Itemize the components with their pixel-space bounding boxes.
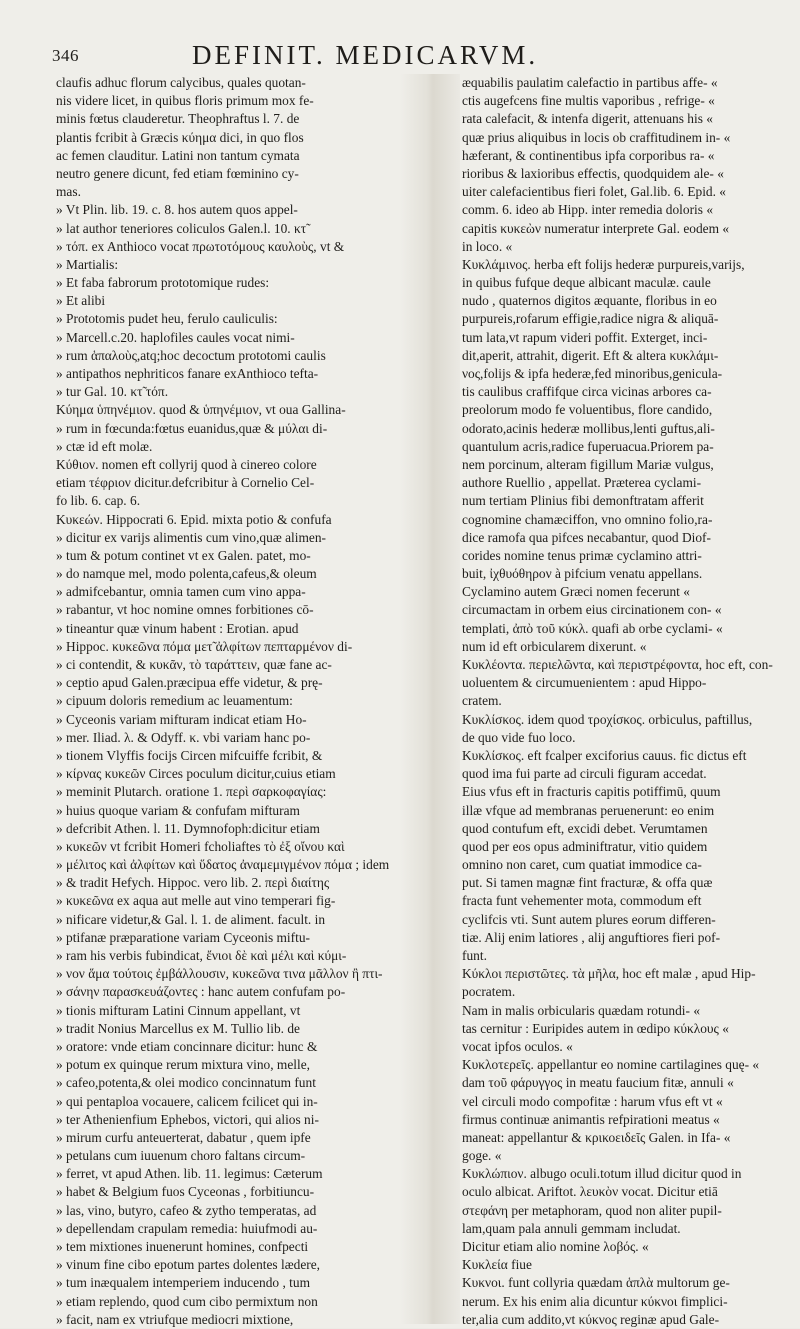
text-line: Κυκεών. Hippocrati 6. Epid. mixta potio & confufa — [56, 511, 332, 527]
text-line: Κυκλώπιον. albugo oculi.totum illud dicitur quod in — [462, 1166, 742, 1182]
text-line: » ceptio apud Galen.præcipua effe videtur, & prę- — [56, 675, 323, 691]
text-line: nerum. Ex his enim alia dicuntur κύκνοι fimplici- — [462, 1293, 728, 1309]
text-line: uoluentem & circumuenientem : apud Hippo- — [462, 675, 707, 691]
text-line: » κυκεῶν vt fcribit Homeri fcholiaftes τὸ ἐξ οἴνου καὶ — [56, 838, 345, 854]
text-line: » qui pentaploa vocauere, calicem fcilicet qui in- — [56, 1093, 318, 1109]
text-line: num id eft orbicularem dixerunt. « — [462, 638, 647, 654]
text-line: templati, ἀπὸ τοῦ κύκλ. quafi ab orbe cyclami- « — [462, 620, 723, 636]
text-line: hæferant, & continentibus ipfa corporibus ra- « — [462, 147, 715, 163]
text-line: funt. — [462, 948, 487, 963]
text-line: goge. « — [462, 1148, 502, 1164]
text-line: Eius vfus eft in fracturis capitis potiffimū, quum — [462, 784, 721, 800]
running-head: DEFINIT. MEDICARVM. — [192, 40, 539, 70]
text-line: » admifcebantur, omnia tamen cum vino appa- — [56, 584, 306, 600]
text-line: » σάνην παρασκευάζοντες : hanc autem confufam po- — [56, 984, 346, 1000]
text-line: quæ prius aliquibus in locis ob craffitudinem in- « — [462, 129, 731, 145]
text-line: » tineantur quæ vinum habent : Erotian. apud — [56, 620, 299, 636]
text-line: Nam in malis orbicularis quædam rotundi- « — [462, 1002, 701, 1018]
text-line: » κυκεῶνα ex aqua aut melle aut vino temperari fig- — [56, 893, 336, 909]
text-line: » petulans cum iuuenum choro faltans circum- — [56, 1148, 306, 1164]
text-line: Κυκλάμινος. herba eft folijs hederæ purpureis,varijs, — [462, 256, 745, 272]
text-line: » Vt Plin. lib. 19. c. 8. hos autem quos appel- — [56, 202, 298, 218]
text-line: quantulum acris,radice fuperuacua.Priorem pa- — [462, 438, 714, 454]
text-line: tum lata,vt rapum videri poffit. Exterget, inci- — [462, 329, 708, 345]
text-line: » depellendam crapulam remedia: huiufmodi au- — [56, 1220, 318, 1236]
text-line: » Marcell.c.20. haplofiles caules vocat nimi- — [56, 329, 295, 345]
text-line: put. Si tamen magnæ fint fracturæ, & offa quæ — [462, 875, 713, 891]
text-line: illæ vfque ad membranas peruenerunt: eo enim — [462, 802, 715, 818]
text-line: » etiam replendo, quod cum cibo permixtum non — [56, 1293, 318, 1309]
text-line: » tionem Vlyffis focijs Circen mifcuiffe fcribit, & — [56, 747, 323, 763]
text-line: » do namque mel, modo polenta,cafeus,& oleum — [56, 566, 317, 582]
text-line: Cyclamino autem Græci nomen fecerunt « — [462, 584, 690, 600]
text-line: dice ramofa qua pifces necabantur, quod Diof- — [462, 529, 711, 545]
text-line: Κυκλέοντα. περιελῶντα, καὶ περιστρέφοντα, hoc eft, con- — [462, 657, 773, 672]
text-line: » dicitur ex varijs alimentis cum vino,quæ alimen- — [56, 529, 326, 545]
text-line: » cafeo,potenta,& olei modico concinnatum funt — [56, 1075, 316, 1091]
text-line: cratem. — [462, 693, 502, 709]
text-line: Dicitur etiam alio nomine λοβός. « — [462, 1239, 649, 1254]
text-line: nudo , quaternos digitos æquante, floribus in eo — [462, 293, 717, 309]
text-line: » ter Athenienfium Ephebos, victori, qui alios ni- — [56, 1111, 319, 1127]
text-line: » rum ἁπαλοὺς,atq;hoc decoctum prototomi caulis — [56, 347, 326, 363]
text-line: pocratem. — [462, 984, 516, 1000]
text-line: tis caulibus craffifque circa vicinas arbores ca- — [462, 384, 712, 400]
text-line: nis videre licet, in quibus floris primum mox fe- — [56, 93, 314, 109]
text-line: » Et faba fabrorum prototomique rudes: — [56, 275, 270, 291]
text-line: Κυκλεία fiue — [462, 1257, 532, 1273]
text-line: » νον ἅμα τούτοις ἐμβάλλουσιν, κυκεῶνα τινα μᾶλλον ἢ πτι- — [56, 966, 383, 982]
text-line: capitis κυκεὼν numeratur interprete Gal. eodem « — [462, 220, 730, 236]
text-line: vel circuli modo compofitæ : harum vfus eft vt « — [462, 1093, 723, 1109]
text-line: in quibus fufque deque albicant maculæ. caule — [462, 275, 711, 291]
text-line: » tum & potum continet vt ex Galen. patet, mo- — [56, 547, 311, 563]
text-line: vocat ipfos oculos. « — [462, 1038, 573, 1054]
text-line: odorato,acinis hederæ mollibus,lenti guftus,ali- — [462, 420, 715, 436]
text-line: » Hippoc. κυκεῶνα πόμα μετ̃ ἀλφίτων πεπταρμένον di- — [56, 638, 353, 654]
text-line: » Et alibi — [56, 293, 106, 309]
text-line: etiam τέφριον dicitur.defcribitur à Cornelio Cel- — [56, 475, 315, 491]
text-line: » ctæ id eft molæ. — [56, 438, 153, 454]
text-line: cognomine chamæciffon, vno omnino folio,ra- — [462, 511, 713, 527]
text-line: rata calefacit, & intenfa digerit, attenuans his « — [462, 111, 713, 127]
text-line: » rum in fœcunda:fœtus euanidus,quæ & μύλαι di- — [56, 420, 328, 436]
text-line: omnino non caret, cum quatiat immodice ca- — [462, 857, 702, 873]
text-line: de quo vide fuo loco. — [462, 729, 576, 745]
text-line: Κυκλοτερεῖς. appellantur eo nomine cartilagines quę- « — [462, 1057, 760, 1073]
text-line: νος,folijs & ipfa hederæ,fed minoribus,genicula- — [462, 366, 723, 381]
text-line: corides nomine tenus primæ cyclamino attri- — [462, 547, 702, 563]
text-line: » tem mixtiones inuenerunt homines, confpecti — [56, 1239, 309, 1254]
text-line: » huius quoque variam & confufam mifturam — [56, 802, 300, 818]
text-line: » mer. Iliad. λ. & Odyff. κ. vbi variam hanc po- — [56, 729, 311, 745]
page-number: 346 — [52, 46, 79, 65]
text-line: » tradit Nonius Marcellus ex M. Tullio lib. de — [56, 1020, 300, 1036]
text-line: lam,quam pala annuli gemmam includat. — [462, 1220, 681, 1236]
text-line: » & tradit Hefych. Hippoc. vero lib. 2. περὶ διαίτης — [56, 875, 330, 891]
text-line: » κίρνας κυκεῶν Circes poculum dicitur,cuius etiam — [56, 766, 336, 782]
text-line: » facit, nam ex vtriufque mediocri mixtione, — [56, 1311, 294, 1327]
text-line: quod ima fui parte ad circuli figuram accedat. — [462, 766, 707, 782]
text-line: » ptifanæ præparatione variam Cyceonis miftu- — [56, 929, 310, 945]
text-line: στεφάνη per metaphoram, quod non aliter pupil- — [462, 1202, 722, 1218]
text-line: quod contufum eft, excidi debet. Verumtamen — [462, 820, 708, 836]
right-text-column — [462, 74, 777, 1329]
text-line: » antipathos nephriticos fanare exAnthioco tefta- — [56, 366, 319, 381]
text-line: authore Ruellio , appellat. Præterea cyclami- — [462, 475, 702, 491]
page-header — [52, 40, 760, 70]
text-line: » oratore: vnde etiam concinnare dicitur: hunc & — [56, 1038, 318, 1054]
text-line: fo lib. 6. cap. 6. — [56, 493, 141, 509]
text-line: ter,alia cum addito,vt κύκνος reginæ apud Gale- — [462, 1311, 720, 1327]
text-line: » ram his verbis fubindicat, ἔνιοι δὲ καὶ μέλι καὶ κύμι- — [56, 948, 347, 963]
text-line: » vinum fine cibo epotum partes dolentes lædere, — [56, 1257, 321, 1273]
text-line: » tionis mifturam Latini Cinnum appellant, vt — [56, 1002, 301, 1018]
text-line: maneat: appellantur & κρικοειδεῖς Galen. in Ifa- « — [462, 1129, 731, 1145]
text-line: » potum ex quinque rerum mixtura vino, melle, — [56, 1057, 310, 1073]
text-line: tiæ. Alij enim latiores , alij anguftiores fieri pof- — [462, 929, 721, 945]
text-line: » Martialis: — [56, 256, 119, 272]
text-line: nem porcinum, alteram figillum Mariæ vulgus, — [462, 456, 714, 472]
text-line: Κύημα ὑπηνέμιον. quod & ὑπηνέμιον, vt oua Gallina- — [56, 402, 346, 418]
text-line: dam τοῦ φάρυγγος in meatu faucium fitæ, annuli « — [462, 1075, 734, 1091]
text-line: » lat author teneriores coliculos Galen.l. 10. κτ̃ — [56, 220, 307, 236]
text-line: buit, ἰχθυόθηρον à pifcium venatu appellans. — [462, 566, 703, 582]
text-line: Κυκνοι. funt collyria quædam ἁπλὰ multorum ge- — [462, 1275, 730, 1291]
text-line: minis fœtus clauderetur. Theophraftus l. 7. de — [56, 111, 300, 127]
text-line: » ci contendit, & κυκᾶν, τὸ ταράττειν, quæ fane ac- — [56, 657, 332, 672]
text-line: neutro genere dicunt, fed etiam fœminino cy- — [56, 165, 299, 181]
text-line: firmus continuæ animantis refpirationi meatus « — [462, 1111, 720, 1127]
text-line: claufis adhuc florum calycibus, quales quotan- — [56, 75, 306, 90]
text-line: in loco. « — [462, 238, 513, 254]
text-line: mas. — [56, 184, 81, 200]
text-line: » mirum curfu anteuerterat, dabatur , quem ipfe — [56, 1129, 311, 1145]
text-line: ctis augefcens fine multis vaporibus , refrige- « — [462, 93, 715, 109]
text-line: Κυκλίσκος. eft fcalper exciforius cauus. fic dictus eft — [462, 747, 747, 763]
text-line: preolorum modo fe voluentibus, flore candido, — [462, 402, 713, 418]
text-line: » Prototomis pudet heu, ferulo cauliculis: — [56, 311, 278, 327]
text-line: » τόπ. ex Anthioco vocat πρωτοτόμους καυλοὺς, vt & — [56, 238, 345, 254]
text-line: » Cyceonis variam mifturam indicat etiam Ho- — [56, 711, 307, 727]
text-line: » rabantur, vt hoc nomine omnes forbitiones cō- — [56, 602, 314, 618]
text-line: » ferret, vt apud Athen. lib. 11. legimus: Cæterum — [56, 1166, 323, 1182]
text-line: cyclifcis vti. Sunt autem plures eorum differen- — [462, 911, 716, 927]
left-text-column — [56, 74, 394, 1329]
text-line: æquabilis paulatim calefactio in partibus affe- « — [462, 75, 718, 90]
text-line: Κύθιον. nomen eft collyrij quod à cinereo colore — [56, 456, 317, 472]
text-line: comm. 6. ideo ab Hipp. inter remedia doloris « — [462, 202, 714, 218]
text-line: uiter calefacientibus fieri folet, Gal.lib. 6. Epid. « — [462, 184, 727, 200]
text-line: tas cernitur : Euripides autem in œdipo κύκλους « — [462, 1020, 729, 1036]
text-line: fracta funt vehementer mota, commodum eft — [462, 893, 702, 909]
text-line: » las, vino, butyro, cafeo & zytho temperatas, ad — [56, 1202, 317, 1218]
text-line: dit,aperit, attrahit, digerit. Eft & altera κυκλάμι- — [462, 347, 719, 363]
text-line: » defcribit Athen. l. 11. Dymnofoph:dicitur etiam — [56, 820, 320, 836]
text-line: » tur Gal. 10. κτ̃ τόπ. — [56, 384, 169, 400]
text-line: ac femen clauditur. Latini non tantum cymata — [56, 147, 300, 163]
text-line: num tertiam Plinius fibi demonftratam afferit — [462, 493, 704, 509]
text-line: » tum inæqualem intemperiem inducendo , tum — [56, 1275, 311, 1291]
text-line: rioribus & laxioribus effectis, quodquidem ale- « — [462, 165, 724, 181]
text-line: purpureis,rofarum effigie,radice nigra & aliquā- — [462, 311, 719, 327]
text-line: plantis fcribit à Græcis κύημα dici, in quo flos — [56, 129, 304, 145]
text-line: » μέλιτος καὶ ἀλφίτων καὶ ὕδατος ἀναμεμιγμένον πόμα ; idem — [56, 857, 390, 873]
text-line: » meminit Plutarch. oratione 1. περὶ σαρκοφαγίας: — [56, 784, 327, 800]
text-line: » nificare videtur,& Gal. l. 1. de aliment. facult. in — [56, 911, 326, 927]
text-line: Κύκλοι περιστῶτες. τὰ μῆλα, hoc eft malæ , apud Hip- — [462, 966, 756, 982]
text-line: circumactam in orbem eius circinationem con- « — [462, 602, 722, 618]
book-gutter — [400, 74, 460, 1324]
text-line: » cipuum doloris remedium ac leuamentum: — [56, 693, 293, 709]
text-line: Κυκλίσκος. idem quod τροχίσκος. orbiculus, paftillus, — [462, 711, 753, 727]
text-line: oculo albicat. Ariftot. λευκὸν vocat. Dicitur etiā — [462, 1184, 718, 1200]
text-line: » habet & Belgium fuos Cyceonas , forbitiuncu- — [56, 1184, 315, 1200]
text-line: quod per eos opus adminiftratur, vitio quidem — [462, 838, 708, 854]
